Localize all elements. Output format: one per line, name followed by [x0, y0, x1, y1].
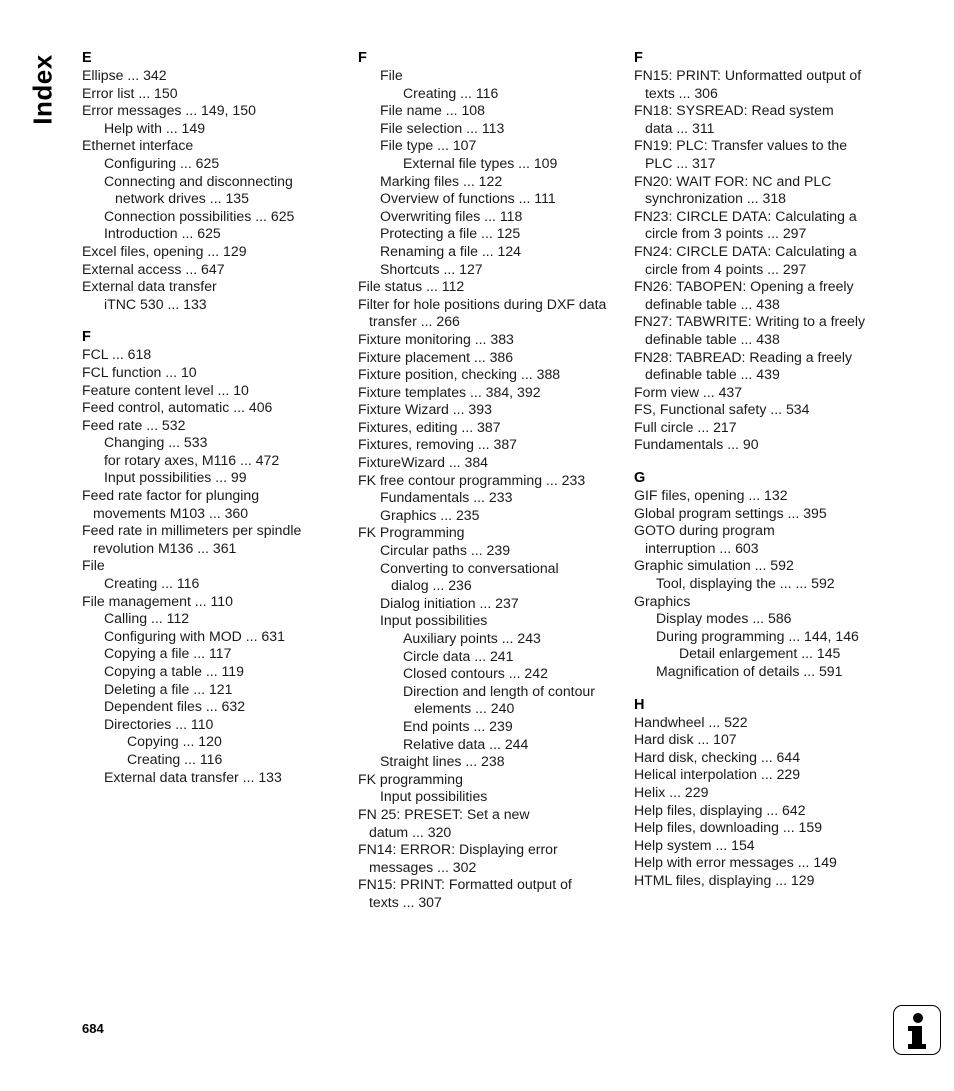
- index-entry: [82, 575, 337, 593]
- index-entry-text: FK Programming: [358, 524, 465, 541]
- index-entry-continuation: interruption ... 603: [645, 539, 759, 556]
- index-entry: [634, 714, 896, 732]
- index-entry-text: FS, Functional safety ... 534: [634, 401, 810, 418]
- index-entry-text: Shortcuts ... 127: [380, 260, 483, 277]
- index-entry-text: FN19: PLC: Transfer values to the: [634, 137, 848, 154]
- index-entry: [634, 731, 896, 749]
- index-entry: [82, 733, 337, 751]
- index-entry: [634, 505, 896, 523]
- index-entry-continuation: texts ... 306: [645, 84, 718, 101]
- index-entry-text: for rotary axes, M116 ... 472: [104, 451, 280, 468]
- index-column-1: [82, 49, 337, 786]
- index-entry-continuation: PLC ... 317: [645, 154, 716, 171]
- index-entry-text: Creating ... 116: [104, 575, 200, 592]
- index-entry-text: FN 25: PRESET: Set a new: [358, 805, 530, 822]
- index-entry-text: Fixture templates ... 384, 392: [358, 383, 541, 400]
- index-entry-text: FN14: ERROR: Displaying error: [358, 841, 558, 858]
- index-entry: [358, 102, 620, 120]
- index-entry-text: Overwriting files ... 118: [380, 207, 523, 224]
- index-entry-text: Form view ... 437: [634, 383, 743, 400]
- index-entry: [358, 560, 620, 595]
- index-entry-text: Feed rate ... 532: [82, 416, 186, 433]
- index-entry-text: Help with ... 149: [104, 119, 206, 136]
- index-entry-text: Connecting and disconnecting: [104, 172, 293, 189]
- index-entry: [82, 278, 337, 296]
- index-entry: [634, 419, 896, 437]
- index-entry: [358, 120, 620, 138]
- index-entry: [82, 137, 337, 155]
- index-entry: [634, 593, 896, 611]
- index-entry-text: Graphics ... 235: [380, 506, 480, 523]
- index-entry-text: Dialog initiation ... 237: [380, 594, 519, 611]
- index-entry: [358, 542, 620, 560]
- index-entry: [82, 681, 337, 699]
- index-entry-text: Configuring ... 625: [104, 154, 220, 171]
- index-entry: [82, 434, 337, 452]
- index-entry-text: Ellipse ... 342: [82, 67, 167, 83]
- info-icon: [893, 1005, 941, 1055]
- index-entry: [358, 155, 620, 173]
- index-entry: [82, 628, 337, 646]
- index-entry: [82, 261, 337, 279]
- index-entry: [358, 454, 620, 472]
- index-entry-text: Input possibilities: [380, 788, 488, 805]
- index-entry: [358, 173, 620, 191]
- section-letter-heading: H: [634, 696, 645, 713]
- index-entry: [358, 384, 620, 402]
- index-entry-text: Help files, downloading ... 159: [634, 819, 823, 836]
- section-letter-heading: F: [358, 50, 367, 66]
- index-entry: [634, 837, 896, 855]
- index-entry-text: Hard disk ... 107: [634, 731, 737, 748]
- index-entry-continuation: elements ... 240: [414, 700, 515, 717]
- index-entry-text: FN26: TABOPEN: Opening a freely: [634, 278, 854, 295]
- index-entry: [634, 802, 896, 820]
- index-entry-text: Detail enlargement ... 145: [679, 645, 841, 662]
- index-entry-text: Fundamentals ... 233: [380, 489, 513, 506]
- index-entry-continuation: transfer ... 266: [369, 313, 460, 330]
- index-entry: [358, 489, 620, 507]
- index-entry-text: Fixture position, checking ... 388: [358, 366, 561, 383]
- index-entry-text: External data transfer ... 133: [104, 768, 282, 785]
- index-entry-text: FK free contour programming ... 233: [358, 471, 586, 488]
- index-entry: [634, 766, 896, 784]
- index-entry-text: FN27: TABWRITE: Writing to a freely: [634, 313, 866, 330]
- section-letter-heading: G: [634, 470, 646, 487]
- index-entry: [358, 401, 620, 419]
- index-entry: [634, 663, 896, 681]
- index-entry: [634, 749, 896, 767]
- section-letter-heading: F: [82, 329, 91, 346]
- index-entry: [358, 419, 620, 437]
- index-entry-text: Creating ... 116: [403, 84, 499, 101]
- index-entry-text: Straight lines ... 238: [380, 753, 505, 770]
- index-entry: [358, 507, 620, 525]
- index-entry: [634, 487, 896, 505]
- index-entry-text: FN18: SYSREAD: Read system: [634, 102, 834, 119]
- index-entry-continuation: dialog ... 236: [391, 577, 472, 594]
- index-entry-text: Help with error messages ... 149: [634, 854, 837, 871]
- section-letter-heading: E: [82, 50, 92, 66]
- index-entry-continuation: circle from 3 points ... 297: [645, 225, 807, 242]
- index-entry-text: iTNC 530 ... 133: [104, 295, 207, 312]
- index-entry-text: Error list ... 150: [82, 84, 178, 101]
- index-entry: [82, 557, 337, 575]
- index-entry: [358, 771, 620, 789]
- index-entry-text: Feed control, automatic ... 406: [82, 399, 273, 416]
- index-entry-text: Converting to conversational: [380, 559, 559, 576]
- index-entry: [82, 417, 337, 435]
- index-entry: [358, 595, 620, 613]
- index-entry-text: Help system ... 154: [634, 836, 755, 853]
- index-entry: [634, 67, 896, 102]
- index-entry-text: Fixtures, removing ... 387: [358, 436, 518, 453]
- section-gap: [634, 454, 896, 469]
- index-entry-text: Helix ... 229: [634, 783, 709, 800]
- index-entry-continuation: texts ... 307: [369, 893, 442, 910]
- index-side-title: [24, 49, 62, 129]
- index-entry-text: Feature content level ... 10: [82, 381, 249, 398]
- index-entry-continuation: synchronization ... 318: [645, 190, 787, 207]
- index-entry-text: Calling ... 112: [104, 610, 190, 627]
- index-entry-continuation: movements M103 ... 360: [93, 504, 249, 521]
- index-entry-text: File name ... 108: [380, 102, 485, 119]
- index-entry: [358, 718, 620, 736]
- index-entry: [82, 346, 337, 364]
- index-entry-text: Configuring with MOD ... 631: [104, 627, 285, 644]
- index-entry: [634, 645, 896, 663]
- index-entry: [634, 243, 896, 278]
- index-entry-continuation: data ... 311: [645, 119, 715, 136]
- index-entry: [82, 522, 337, 557]
- index-entry: [634, 854, 896, 872]
- index-entry-text: Copying ... 120: [127, 733, 222, 750]
- index-entry: [634, 610, 896, 628]
- index-entry-text: File selection ... 113: [380, 119, 505, 136]
- index-entry-text: FK programming: [358, 770, 463, 787]
- index-entry: [82, 698, 337, 716]
- index-column-2: [358, 49, 620, 912]
- index-entry: [634, 384, 896, 402]
- index-entry-text: Fixture monitoring ... 383: [358, 330, 514, 347]
- index-entry: [358, 85, 620, 103]
- index-entry: [82, 593, 337, 611]
- index-entry-text: Directories ... 110: [104, 715, 214, 732]
- index-entry-text: FN28: TABREAD: Reading a freely: [634, 348, 853, 365]
- index-entry: [358, 876, 620, 911]
- index-entry: [358, 683, 620, 718]
- index-entry: [358, 261, 620, 279]
- index-entry-text: During programming ... 144, 146: [656, 627, 859, 644]
- index-entry-text: Feed rate factor for plunging: [82, 487, 260, 504]
- index-entry: [358, 349, 620, 367]
- index-entry: [634, 819, 896, 837]
- index-entry-text: FixtureWizard ... 384: [358, 454, 489, 471]
- index-entry: [634, 628, 896, 646]
- index-entry: [358, 67, 620, 85]
- index-entry: [358, 736, 620, 754]
- index-entry: [634, 436, 896, 454]
- index-entry: [358, 137, 620, 155]
- index-entry: [358, 436, 620, 454]
- index-entry: [82, 296, 337, 314]
- index-entry: [82, 155, 337, 173]
- index-entry-text: FN20: WAIT FOR: NC and PLC: [634, 172, 832, 189]
- index-entry: [82, 364, 337, 382]
- index-entry: [82, 452, 337, 470]
- index-entry: [82, 610, 337, 628]
- index-entry: [358, 612, 620, 630]
- index-entry-continuation: datum ... 320: [369, 823, 452, 840]
- index-entry-text: External file types ... 109: [403, 154, 558, 171]
- index-entry: [82, 208, 337, 226]
- index-entry-text: Global program settings ... 395: [634, 504, 827, 521]
- index-entry: [82, 663, 337, 681]
- index-entry-text: File status ... 112: [358, 278, 465, 295]
- index-entry-text: Full circle ... 217: [634, 418, 737, 435]
- index-entry: [82, 399, 337, 417]
- index-entry: [82, 645, 337, 663]
- index-entry-text: Magnification of details ... 591: [656, 663, 843, 679]
- index-entry: [358, 225, 620, 243]
- index-entry-text: Deleting a file ... 121: [104, 680, 233, 697]
- index-entry-text: Overview of functions ... 111: [380, 190, 556, 207]
- index-entry: [82, 243, 337, 261]
- index-entry: [358, 278, 620, 296]
- index-entry-text: Protecting a file ... 125: [380, 225, 521, 242]
- index-entry-text: Input possibilities: [380, 612, 488, 629]
- index-entry-text: FN24: CIRCLE DATA: Calculating a: [634, 242, 857, 259]
- index-entry-text: Copying a table ... 119: [104, 663, 244, 679]
- index-entry: [634, 784, 896, 802]
- index-entry-text: Marking files ... 122: [380, 172, 503, 189]
- index-entry-text: External access ... 647: [82, 260, 225, 277]
- index-entry-text: Handwheel ... 522: [634, 713, 748, 730]
- index-entry-text: Connection possibilities ... 625: [104, 207, 295, 224]
- index-entry-text: Input possibilities ... 99: [104, 469, 247, 486]
- index-entry: [82, 751, 337, 769]
- index-entry: [634, 102, 896, 137]
- index-entry-text: File: [380, 67, 403, 83]
- index-entry-text: Error messages ... 149, 150: [82, 102, 256, 119]
- index-entry: [634, 522, 896, 557]
- index-entry: [634, 349, 896, 384]
- index-entry: [358, 788, 620, 806]
- index-entry-text: External data transfer: [82, 278, 217, 295]
- index-entry-text: FN23: CIRCLE DATA: Calculating a: [634, 207, 857, 224]
- index-entry-text: Circle data ... 241: [403, 647, 514, 664]
- index-entry: [358, 841, 620, 876]
- index-entry-text: Filter for hole positions during DXF data: [358, 295, 607, 312]
- index-entry-text: Display modes ... 586: [656, 610, 792, 627]
- index-entry-text: File management ... 110: [82, 592, 233, 609]
- index-entry: [82, 382, 337, 400]
- index-entry: [358, 665, 620, 683]
- index-entry: [82, 120, 337, 138]
- index-entry-text: Fixture Wizard ... 393: [358, 401, 492, 418]
- section-gap: [634, 681, 896, 696]
- index-entry: [358, 648, 620, 666]
- index-entry: [358, 753, 620, 771]
- index-entry-text: Tool, displaying the ... ... 592: [656, 575, 835, 592]
- index-entry: [82, 716, 337, 734]
- index-entry-text: GOTO during program: [634, 522, 775, 539]
- index-entry-text: FN15: PRINT: Formatted output of: [358, 876, 572, 893]
- index-entry: [634, 313, 896, 348]
- index-entry-continuation: definable table ... 439: [645, 366, 780, 383]
- index-entry-text: Fixtures, editing ... 387: [358, 418, 501, 435]
- index-entry-text: FCL function ... 10: [82, 363, 197, 380]
- index-entry: [634, 173, 896, 208]
- index-entry-text: File: [82, 557, 105, 574]
- index-entry: [82, 67, 337, 85]
- index-entry-continuation: definable table ... 438: [645, 295, 780, 312]
- index-entry-text: FCL ... 618: [82, 346, 152, 363]
- index-entry-text: Dependent files ... 632: [104, 698, 246, 715]
- index-entry-text: Fundamentals ... 90: [634, 436, 759, 453]
- index-entry-text: Introduction ... 625: [104, 225, 221, 242]
- index-entry-text: Helical interpolation ... 229: [634, 766, 801, 783]
- section-letter-heading: F: [634, 50, 643, 66]
- index-entry-text: Graphics: [634, 592, 691, 609]
- index-entry: [634, 401, 896, 419]
- index-entry-text: Excel files, opening ... 129: [82, 242, 247, 259]
- index-entry: [634, 575, 896, 593]
- index-entry-text: Circular paths ... 239: [380, 542, 511, 559]
- index-entry-text: Ethernet interface: [82, 137, 194, 154]
- index-entry: [82, 102, 337, 120]
- index-entry-text: FN15: PRINT: Unformatted output of: [634, 67, 862, 83]
- index-entry-text: Help files, displaying ... 642: [634, 801, 806, 818]
- index-entry-text: End points ... 239: [403, 717, 513, 734]
- index-entry-text: HTML files, displaying ... 129: [634, 871, 815, 888]
- index-entry-text: Changing ... 533: [104, 434, 208, 451]
- index-entry: [634, 208, 896, 243]
- index-entry: [82, 225, 337, 243]
- index-entry: [358, 190, 620, 208]
- index-entry: [634, 872, 896, 890]
- index-entry-continuation: definable table ... 438: [645, 330, 780, 347]
- index-entry-text: Fixture placement ... 386: [358, 348, 514, 365]
- index-entry: [358, 208, 620, 226]
- index-entry: [358, 296, 620, 331]
- index-entry: [82, 85, 337, 103]
- index-entry: [358, 366, 620, 384]
- index-entry-continuation: revolution M136 ... 361: [93, 539, 237, 556]
- index-entry: [358, 331, 620, 349]
- index-entry-text: Hard disk, checking ... 644: [634, 748, 801, 765]
- index-entry: [82, 469, 337, 487]
- index-entry-text: Direction and length of contour: [403, 682, 595, 699]
- index-entry: [358, 524, 620, 542]
- index-entry-text: File type ... 107: [380, 137, 477, 154]
- index-entry: [82, 173, 337, 208]
- index-entry-text: Graphic simulation ... 592: [634, 557, 794, 574]
- index-entry-continuation: network drives ... 135: [115, 190, 249, 207]
- index-entry: [634, 278, 896, 313]
- index-entry: [358, 630, 620, 648]
- index-entry: [634, 137, 896, 172]
- index-entry: [358, 472, 620, 490]
- index-entry: [634, 557, 896, 575]
- index-entry: [358, 243, 620, 261]
- index-entry-text: Auxiliary points ... 243: [403, 630, 541, 646]
- index-entry: [358, 806, 620, 841]
- index-entry: [82, 769, 337, 787]
- index-entry-text: GIF files, opening ... 132: [634, 487, 788, 504]
- index-title-text: Index: [27, 53, 58, 125]
- index-entry-continuation: messages ... 302: [369, 858, 477, 875]
- index-entry: [82, 487, 337, 522]
- page-number: 684: [82, 1021, 104, 1036]
- section-gap: [82, 313, 337, 328]
- index-entry-text: Relative data ... 244: [403, 735, 529, 752]
- index-entry-text: Copying a file ... 117: [104, 645, 232, 662]
- index-entry-text: Renaming a file ... 124: [380, 242, 522, 259]
- index-column-3: [634, 49, 896, 890]
- index-entry-text: Creating ... 116: [127, 750, 223, 767]
- index-entry-text: Closed contours ... 242: [403, 665, 548, 682]
- index-entry-text: Feed rate in millimeters per spindle: [82, 522, 302, 539]
- index-entry-continuation: circle from 4 points ... 297: [645, 260, 807, 277]
